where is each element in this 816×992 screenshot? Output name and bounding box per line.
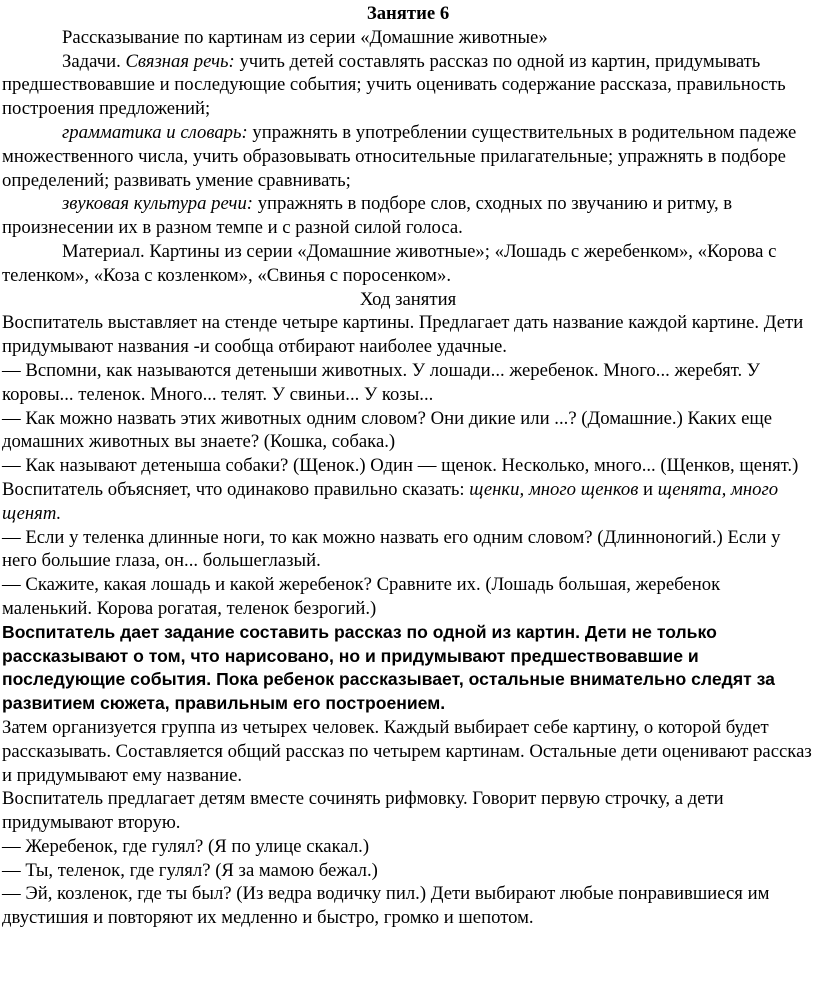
section-heading: Ход занятия — [359, 288, 457, 310]
paragraph-1: Воспитатель выставляет на стенде четыре картины. Предлагает дать название каждой картине. Дети придумывают названия -и сообща отбирают наиболее удачные. — [2, 312, 804, 358]
material-paragraph: Материал. Картины из серии «Домашние животные»; «Лошадь с жеребенком», «Корова с теленком», «Коза с козленком», «Свинья с поросенком». — [2, 240, 777, 286]
grammar-text: упражнять в употреблении существительных в родительном падеже множественного числа, учить образовывать относительные прилагательные; упражнять в подборе определений; развивать умение сравнивать; — [2, 121, 797, 191]
p5-emphasis-2: щенята, много щенят. — [2, 478, 779, 524]
sound-label: звуковая культура речи: — [62, 193, 254, 215]
paragraph-6: — Если у теленка длинные ноги, то как можно назвать его одним словом? (Длинноногий.) Если у него большие глаза, он... большеглазый. — [2, 526, 781, 572]
paragraph-13: — Эй, козленок, где ты был? (Из ведра водичку пил.) Дети выбирают любые понравившиеся им двустишия и повторяют их медленно и быстро, громко и шепотом. — [2, 883, 770, 929]
paragraph-9: Затем организуется группа из четырех человек. Каждый выбирает себе картину, о которой будет рассказывать. Составляется общий рассказ по четырем картинам. Остальные дети оценивают рассказ и придумывают ему название. — [2, 716, 812, 786]
paragraph-3: — Как можно назвать этих животных одним словом? Они дикие или ...? (Домашние.) Каких еще домашних животных вы знаете? (Кошка, собака.) — [2, 407, 773, 453]
paragraph-5 — [2, 478, 814, 526]
paragraph-2: — Вспомни, как называются детеныши животных. У лошади... жеребенок. Много... жеребят. У коровы... теленок. Много... телят. У свиньи... У козы... — [2, 359, 761, 405]
p5-mid: и — [638, 478, 658, 500]
paragraph-8-bold: Воспитатель дает задание составить рассказ по одной из картин. Дети не только рассказывают о том, что нарисовано, но и придумывают предшествовавшие и последующие события. Пока ребенок рассказывает, остальные внимательно следят за развитием сюжета, правильным его построением. — [2, 621, 775, 714]
speech-label: Связная речь: — [125, 50, 235, 72]
paragraph-10: Воспитатель предлагает детям вместе сочинять рифмовку. Говорит первую строчку, а дети придумывают вторую. — [2, 788, 724, 834]
tasks-lead: Задачи. — [62, 50, 126, 72]
lesson-title: Занятие 6 — [366, 3, 450, 24]
tasks-sound — [2, 192, 814, 240]
grammar-label: грамматика и словарь: — [62, 121, 248, 143]
p5-emphasis-1: щенки, много щенков — [469, 478, 639, 500]
tasks-speech — [2, 50, 814, 121]
speech-text: учить детей составлять рассказ по одной из картин, придумывать предшествовавшие и последующие события; учить оценивать содержание рассказа, правильность построения предложений; — [2, 50, 786, 120]
paragraph-4: — Как называют детеныша собаки? (Щенок.) Один — щенок. Несколько, много... (Щенков, щенят.) — [2, 455, 799, 477]
paragraph-12: — Ты, теленок, где гулял? (Я за мамою бежал.) — [2, 859, 378, 881]
p5-lead: Воспитатель объясняет, что одинаково правильно сказать: — [2, 478, 470, 500]
paragraph-11: — Жеребенок, где гулял? (Я по улице скакал.) — [2, 835, 370, 857]
paragraph-7: — Скажите, какая лошадь и какой жеребенок? Сравните их. (Лошадь большая, жеребенок маленький. Корова рогатая, теленок безрогий.) — [2, 574, 721, 619]
sound-text: упражнять в подборе слов, сходных по звучанию и ритму, в произнесении их в разном темпе и с разной силой голоса. — [2, 193, 733, 239]
tasks-grammar — [2, 121, 814, 192]
lesson-subtitle: Рассказывание по картинам из серии «Домашние животные» — [62, 26, 548, 48]
